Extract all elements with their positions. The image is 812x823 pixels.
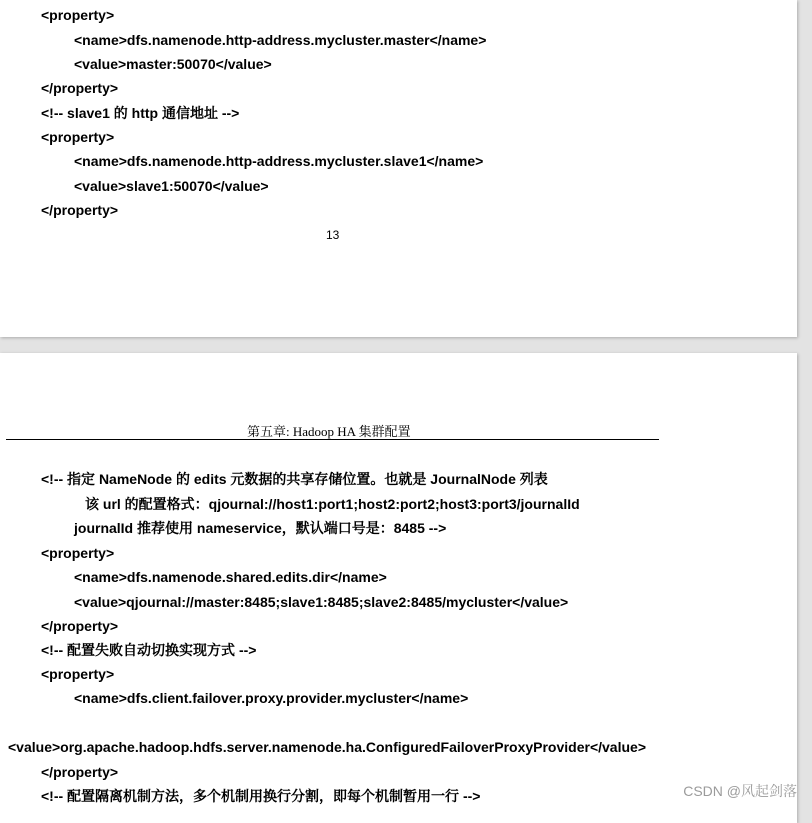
code-line: <name>dfs.client.failover.proxy.provider.mycluster</name> <box>74 690 469 706</box>
code-line: <property> <box>41 129 115 145</box>
header-divider <box>6 439 659 440</box>
code-comment-line: journalId 推荐使用 nameservice，默认端口号是：8485 --> <box>74 520 447 536</box>
code-comment-line: <!-- slave1 的 http 通信地址 --> <box>41 105 240 121</box>
code-line: <value>org.apache.hadoop.hdfs.server.namenode.ha.ConfiguredFailoverProxyProvider</value> <box>8 739 646 755</box>
code-line: </property> <box>41 618 119 634</box>
code-line: <property> <box>41 7 115 23</box>
code-line: <name>dfs.namenode.http-address.mycluster.slave1</name> <box>74 153 484 169</box>
code-line: <value>slave1:50070</value> <box>74 178 269 194</box>
code-line: </property> <box>41 764 119 780</box>
code-line: <value>master:50070</value> <box>74 56 272 72</box>
document-page-14 <box>0 353 797 823</box>
code-line: <property> <box>41 666 115 682</box>
code-comment-line: <!-- 指定 NameNode 的 edits 元数据的共享存储位置。也就是 JournalNode 列表 <box>41 471 548 487</box>
code-line: <property> <box>41 545 115 561</box>
code-comment-line: <!-- 配置隔离机制方法，多个机制用换行分割，即每个机制暂用一行 --> <box>41 788 481 804</box>
code-line: <name>dfs.namenode.shared.edits.dir</name> <box>74 569 387 585</box>
code-line: </property> <box>41 80 119 96</box>
chapter-header: 第五章: Hadoop HA 集群配置 <box>247 424 411 439</box>
code-comment-line: 该 url 的配置格式：qjournal://host1:port1;host2:port2;host3:port3/journalId <box>85 496 580 512</box>
watermark: CSDN @风起剑落 <box>683 783 797 799</box>
document-page-13 <box>0 0 797 337</box>
code-comment-line: <!-- 配置失败自动切换实现方式 --> <box>41 642 257 658</box>
code-line: <name>dfs.namenode.http-address.mycluster.master</name> <box>74 32 487 48</box>
page-number: 13 <box>326 228 340 242</box>
code-line: <value>qjournal://master:8485;slave1:8485;slave2:8485/mycluster</value> <box>74 594 569 610</box>
code-line: </property> <box>41 202 119 218</box>
